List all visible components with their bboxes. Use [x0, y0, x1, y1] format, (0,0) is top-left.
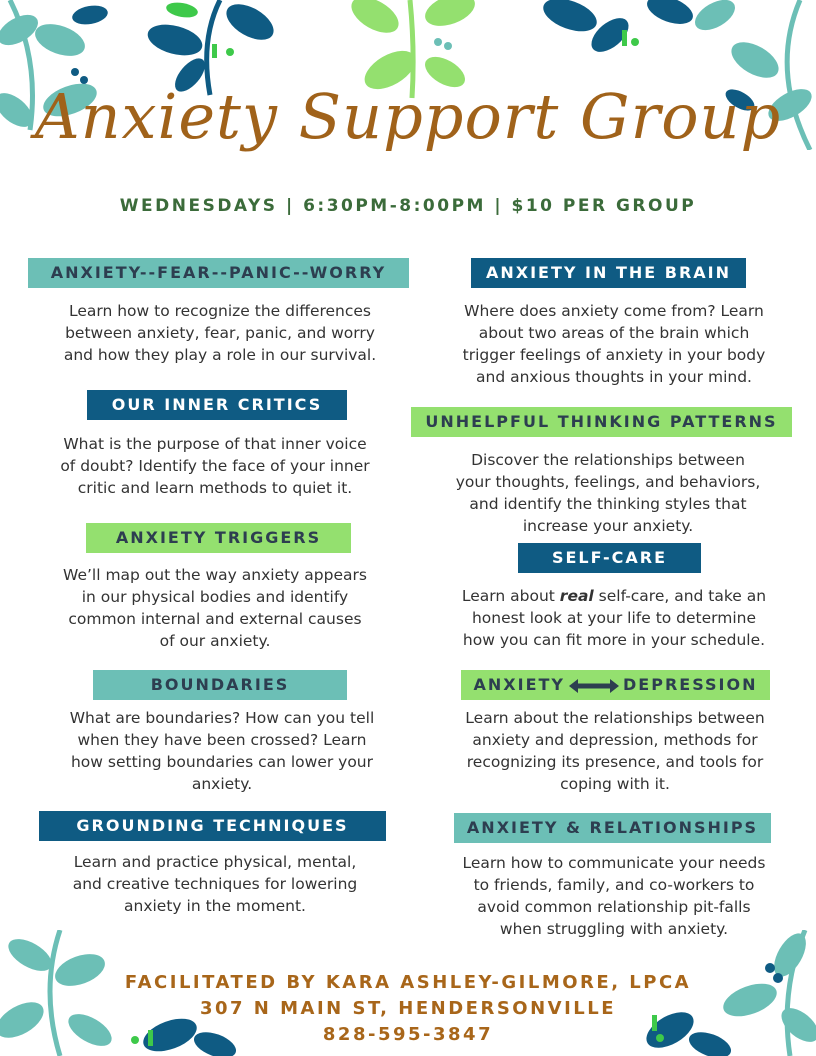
section-desc-unhelpful-thinking-patterns [408, 449, 808, 537]
desc-line: Learn how to recognize the differences [68, 302, 372, 320]
desc-line: honest look at your life to determine [471, 609, 757, 627]
section-desc-self-care [414, 585, 814, 651]
label-depression-text: DEPRESSION [623, 675, 758, 694]
section-desc-anxiety-in-the-brain [414, 300, 814, 388]
section-label-unhelpful-thinking-patterns: UNHELPFUL THINKING PATTERNS [411, 407, 792, 437]
desc-line: of doubt? Identify the face of your inner [60, 457, 370, 475]
desc-line: Learn how to communicate your needs [462, 854, 766, 872]
section-desc-anxiety-fear-panic-worry [20, 300, 420, 366]
desc-line: Learn about the relationships between [465, 709, 765, 727]
section-label-anxiety-fear-panic-worry: ANXIETY--FEAR--PANIC--WORRY [28, 258, 409, 288]
desc-line: your thoughts, feelings, and behaviors, [455, 473, 761, 491]
section-desc-grounding-techniques [15, 851, 415, 917]
desc-line: anxiety in the moment. [124, 897, 306, 915]
desc-line: increase your anxiety. [522, 517, 694, 535]
desc-text: self-care, and take an [593, 587, 767, 605]
desc-line: recognizing its presence, and tools for [466, 753, 764, 771]
section-label-our-inner-critics: OUR INNER CRITICS [87, 390, 347, 420]
section-desc-anxiety-triggers [15, 564, 415, 652]
footer-address: 307 N MAIN ST, HENDERSONVILLE [199, 998, 617, 1019]
footer-phone: 828-595-3847 [322, 1024, 494, 1045]
section-label-self-care: SELF-CARE [518, 543, 701, 573]
desc-line: how you can fit more in your schedule. [462, 631, 766, 649]
double-arrow-icon [569, 679, 619, 693]
desc-text: Learn about [461, 587, 560, 605]
section-label-boundaries: BOUNDARIES [93, 670, 347, 700]
desc-line: and creative techniques for lowering [72, 875, 358, 893]
desc-line: when they have been crossed? Learn [77, 731, 367, 749]
desc-line: What is the purpose of that inner voice [63, 435, 367, 453]
desc-line: trigger feelings of anxiety in your body [462, 346, 766, 364]
desc-line: about two areas of the brain which [478, 324, 750, 342]
desc-line: in our physical bodies and identify [81, 588, 349, 606]
desc-line: Discover the relationships between [471, 451, 745, 469]
desc-line: We’ll map out the way anxiety appears [63, 566, 367, 584]
desc-line: between anxiety, fear, panic, and worry [65, 324, 375, 342]
desc-line: critic and learn methods to quiet it. [77, 479, 353, 497]
desc-line: Learn and practice physical, mental, [73, 853, 357, 871]
desc-line-with-emphasis [414, 585, 814, 607]
desc-line: anxiety and depression, methods for [472, 731, 758, 749]
desc-line: of our anxiety. [159, 632, 271, 650]
section-label-anxiety-in-the-brain: ANXIETY IN THE BRAIN [471, 258, 746, 288]
section-label-anxiety-relationships: ANXIETY & RELATIONSHIPS [454, 813, 771, 843]
desc-line: Where does anxiety come from? Learn [464, 302, 764, 320]
desc-line: avoid common relationship pit-falls [477, 898, 751, 916]
desc-line: anxiety. [191, 775, 253, 793]
section-desc-our-inner-critics [15, 433, 415, 499]
section-desc-anxiety-depression [415, 707, 815, 795]
page-title: Anxiety Support Group [34, 80, 782, 153]
label-anxiety-text: ANXIETY [473, 675, 566, 694]
footer-facilitator: FACILITATED BY KARA ASHLEY-GILMORE, LPCA [124, 972, 692, 993]
section-label-grounding-techniques: GROUNDING TECHNIQUES [39, 811, 386, 841]
desc-line: and how they play a role in our survival. [63, 346, 377, 364]
desc-line: What are boundaries? How can you tell [69, 709, 375, 727]
desc-line: coping with it. [560, 775, 670, 793]
section-desc-boundaries [22, 707, 422, 795]
emphasis-text: real [559, 587, 594, 605]
desc-line: to friends, family, and co-workers to [473, 876, 755, 894]
section-label-anxiety-triggers: ANXIETY TRIGGERS [86, 523, 351, 553]
desc-line: and anxious thoughts in your mind. [476, 368, 752, 386]
section-desc-anxiety-relationships [414, 852, 814, 940]
section-label-anxiety-depression [461, 670, 770, 700]
desc-line: and identify the thinking styles that [469, 495, 747, 513]
schedule-subtitle: WEDNESDAYS | 6:30PM-8:00PM | $10 PER GROUP [119, 196, 697, 216]
desc-line: when struggling with anxiety. [499, 920, 729, 938]
desc-line: common internal and external causes [68, 610, 362, 628]
desc-line: how setting boundaries can lower your [70, 753, 374, 771]
